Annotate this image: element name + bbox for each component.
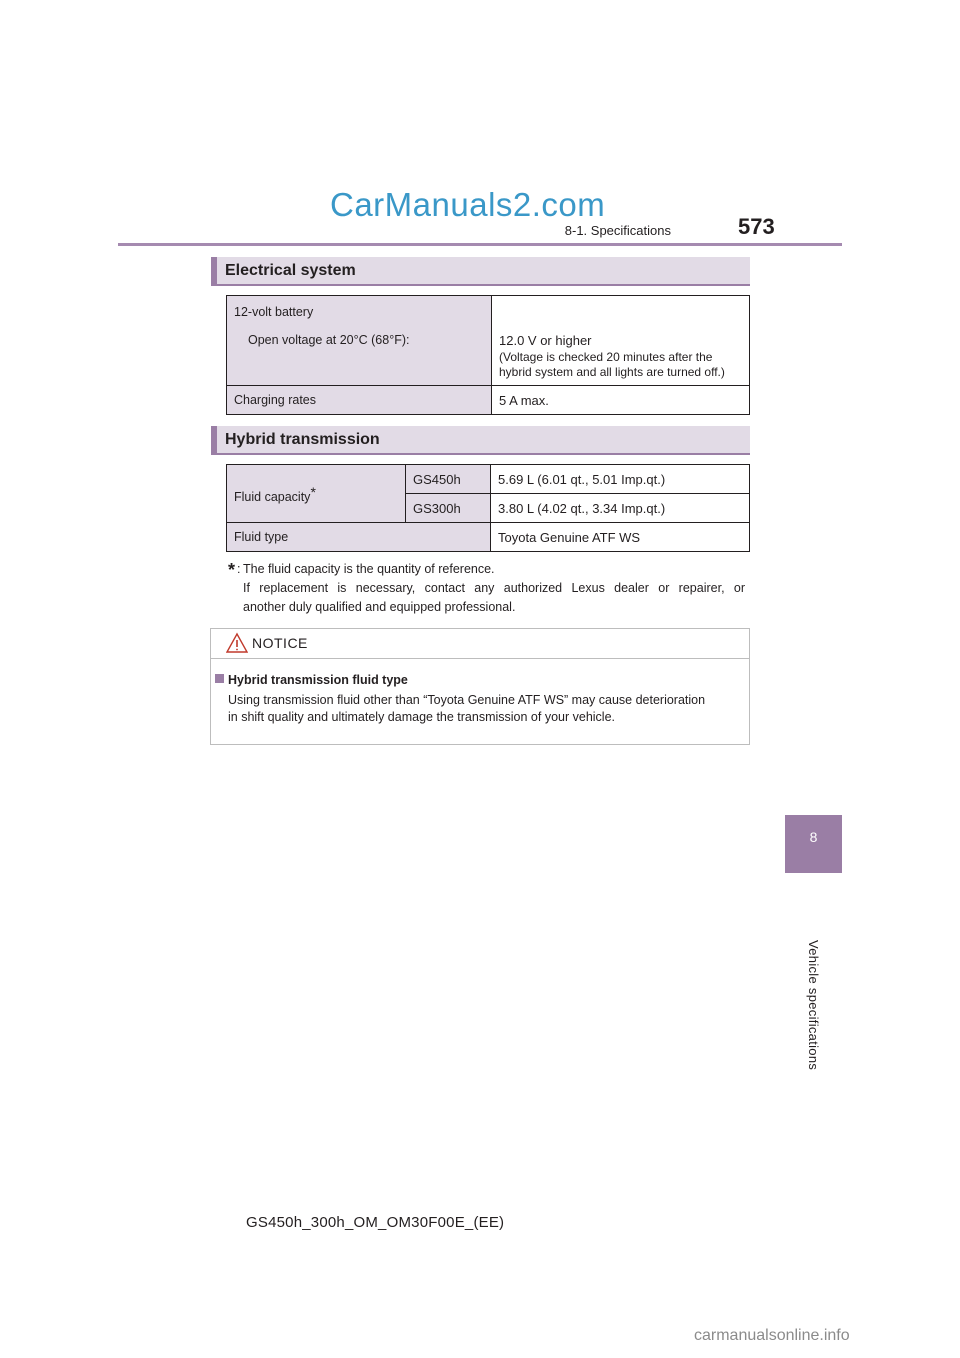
- chapter-number: 8: [809, 829, 818, 845]
- fluid-capacity-label-cell: [227, 465, 406, 523]
- table-row: [227, 523, 750, 552]
- battery-voltage-note-line2: hybrid system and all lights are turned off.): [499, 365, 725, 379]
- electrical-system-table: [226, 295, 750, 415]
- open-voltage-label: Open voltage at 20°C (68°F):: [248, 333, 410, 347]
- watermark-bottom: carmanualsonline.info: [694, 1327, 850, 1344]
- fluid-capacity-label: Fluid capacity: [234, 489, 311, 504]
- charging-rates-value: 5 A max.: [492, 386, 750, 415]
- capacity-gs450h: 5.69 L (6.01 qt., 5.01 Imp.qt.): [491, 465, 750, 494]
- square-bullet-icon: [215, 674, 224, 683]
- footnote-line1: The fluid capacity is the quantity of reference.: [243, 562, 495, 576]
- electrical-system-heading-text: Electrical system: [225, 262, 356, 279]
- battery-label-cell: [227, 296, 492, 386]
- section-label: 8-1. Specifications: [564, 223, 671, 238]
- footnote-line2: If replacement is necessary, contact any authorized Lexus dealer or repairer, or: [243, 581, 745, 595]
- notice-body-line2: in shift quality and ultimately damage the transmission of your vehicle.: [228, 710, 615, 724]
- battery-value-cell: [492, 296, 750, 386]
- document-code: GS450h_300h_OM_OM30F00E_(EE): [246, 1214, 505, 1231]
- model-gs300h: GS300h: [406, 494, 491, 523]
- hybrid-transmission-table: [226, 464, 750, 552]
- notice-heading: Hybrid transmission fluid type: [228, 673, 408, 687]
- warning-triangle-icon: [226, 632, 248, 654]
- capacity-gs300h: 3.80 L (4.02 qt., 3.34 Imp.qt.): [491, 494, 750, 523]
- battery-voltage-value: 12.0 V or higher: [499, 333, 592, 348]
- watermark-top: CarManuals2.com: [330, 186, 606, 223]
- page-number: 573: [738, 214, 775, 239]
- hybrid-transmission-heading-text: Hybrid transmission: [225, 431, 380, 448]
- hybrid-transmission-heading: [211, 426, 750, 455]
- header-rule: [118, 243, 842, 246]
- notice-divider: [210, 658, 750, 659]
- model-gs450h: GS450h: [406, 465, 491, 494]
- footnote-marker: *: [310, 483, 316, 500]
- table-row: [227, 386, 750, 415]
- fluid-type-value: Toyota Genuine ATF WS: [491, 523, 750, 552]
- footnote-line3: another duly qualified and equipped professional.: [243, 600, 516, 614]
- fluid-type-label: Fluid type: [227, 523, 491, 552]
- electrical-system-heading: [211, 257, 750, 286]
- chapter-title: Vehicle specifications: [806, 940, 821, 1071]
- table-row: [227, 465, 750, 494]
- notice-body-line1: Using transmission fluid other than “Toyota Genuine ATF WS” may cause deterioration: [228, 693, 706, 707]
- table-row: [227, 296, 750, 386]
- footnote-colon: :: [237, 562, 241, 576]
- notice-title: NOTICE: [252, 635, 308, 651]
- battery-label: 12-volt battery: [234, 305, 314, 319]
- footnote-star: *: [228, 560, 236, 580]
- charging-rates-label: Charging rates: [227, 386, 492, 415]
- battery-voltage-note-line1: (Voltage is checked 20 minutes after the: [499, 350, 713, 364]
